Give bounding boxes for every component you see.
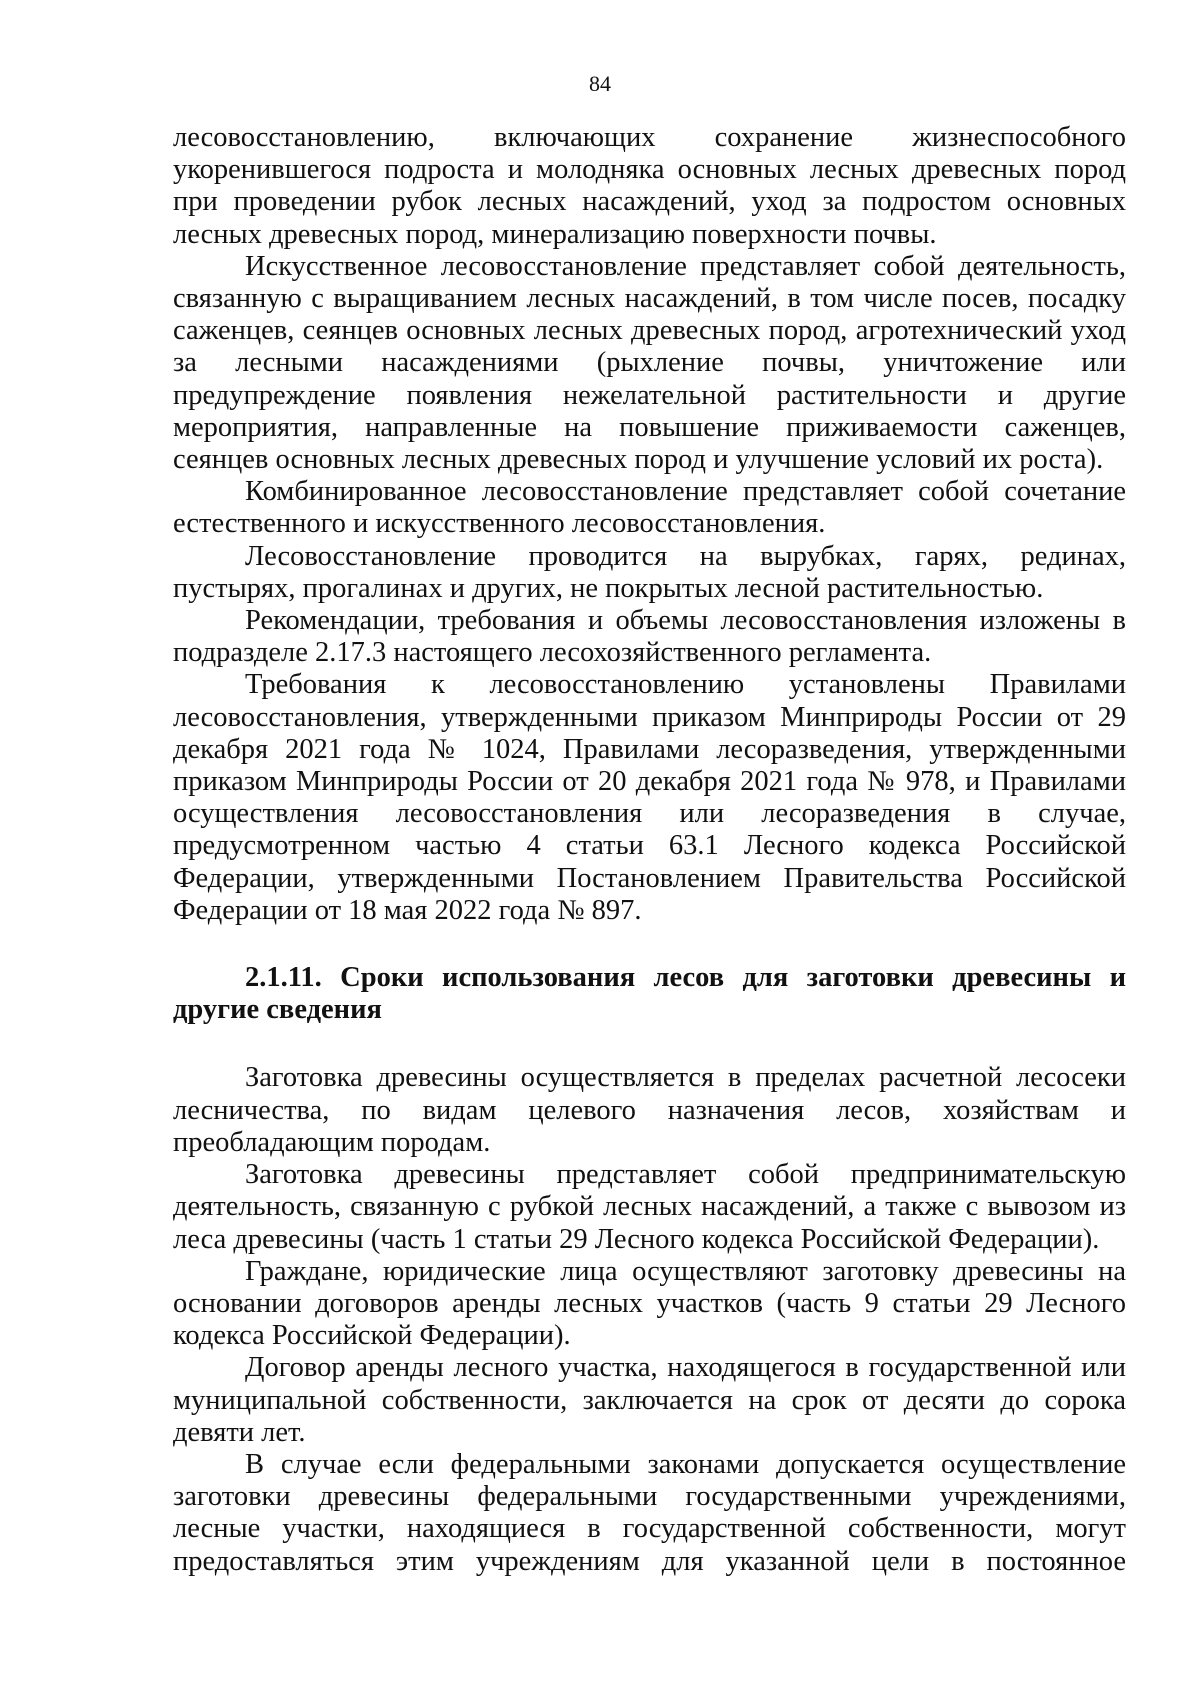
paragraph-harvesting-limits: Заготовка древесины осуществляется в пределах расчетной лесосеки лесничества, по видам целевого назначения лесов, хозяйствам и преобладающим породам.	[173, 1062, 1126, 1158]
document-body	[173, 122, 1126, 1578]
paragraph-harvesting-definition: Заготовка древесины представляет собой предпринимательскую деятельность, связанную с рубкой лесных насаждений, а также с вывозом из леса древесины (часть 1 статьи 29 Лесного кодекса Российской Федерации).	[173, 1159, 1126, 1255]
paragraph-lease-basis: Граждане, юридические лица осуществляют заготовку древесины на основании договоров аренды лесных участков (часть 9 статьи 29 Лесного кодекса Российской Федерации).	[173, 1255, 1126, 1352]
paragraph-requirements: Требования к лесовосстановлению установлены Правилами лесовосстановления, утвержденными приказом Минприроды России от 29 декабря 2021 года № 1024, Правилами лесоразведения, утвержденными приказом Минприроды России от 20 декабря 2021 года № 978, и Правилами осуществления лесовосстановления или лесоразведения в случае, предусмотренном частью 4 статьи 63.1 Лесного кодекса Российской Федерации, утвержденными Постановлением Правительства Российской Федерации от 18 мая 2022 года № 897.	[173, 669, 1126, 926]
paragraph-artificial-reforestation: Искусственное лесовосстановление представляет собой деятельность, связанную с выращиванием лесных насаждений, в том числе посев, посадку саженцев, сеянцев основных лесных древесных пород, агротехнический уход за лесными насаждениями (рыхление почвы, уничтожение или предупреждение появления нежелательной растительности и другие мероприятия, направленные на повышение приживаемости саженцев, сеянцев основных лесных древесных пород и улучшение условий их роста).	[173, 250, 1126, 476]
paragraph-federal-institutions: В случае если федеральными законами допускается осуществление заготовки древесины федеральными государственными учреждениями, лесные участки, находящиеся в государственной собственности, могут предоставляться этим учреждениям для указанной цели в постоянное	[173, 1448, 1126, 1577]
paragraph-continuation: лесовосстановлению, включающих сохранение жизнеспособного укоренившегося подроста и молодняка основных лесных древесных пород при проведении рубок лесных насаждений, уход за подростом основных лесных древесных пород, минерализацию поверхности почвы.	[173, 122, 1126, 250]
section-heading: 2.1.11. Сроки использования лесов для заготовки древесины и другие сведения	[173, 962, 1126, 1026]
page-number: 84	[589, 71, 611, 96]
paragraph-reforestation-sites: Лесовосстановление проводится на вырубках, гарях, рединах, пустырях, прогалинах и других, не покрытых лесной растительностью.	[173, 540, 1126, 604]
paragraph-recommendations: Рекомендации, требования и объемы лесовосстановления изложены в подразделе 2.17.3 настоящего лесохозяйственного регламента.	[173, 605, 1126, 669]
paragraph-combined-reforestation: Комбинированное лесовосстановление представляет собой сочетание естественного и искусственного лесовосстановления.	[173, 476, 1126, 540]
paragraph-lease-term: Договор аренды лесного участка, находящегося в государственной или муниципальной собственности, заключается на срок от десяти до сорока девяти лет.	[173, 1352, 1126, 1448]
